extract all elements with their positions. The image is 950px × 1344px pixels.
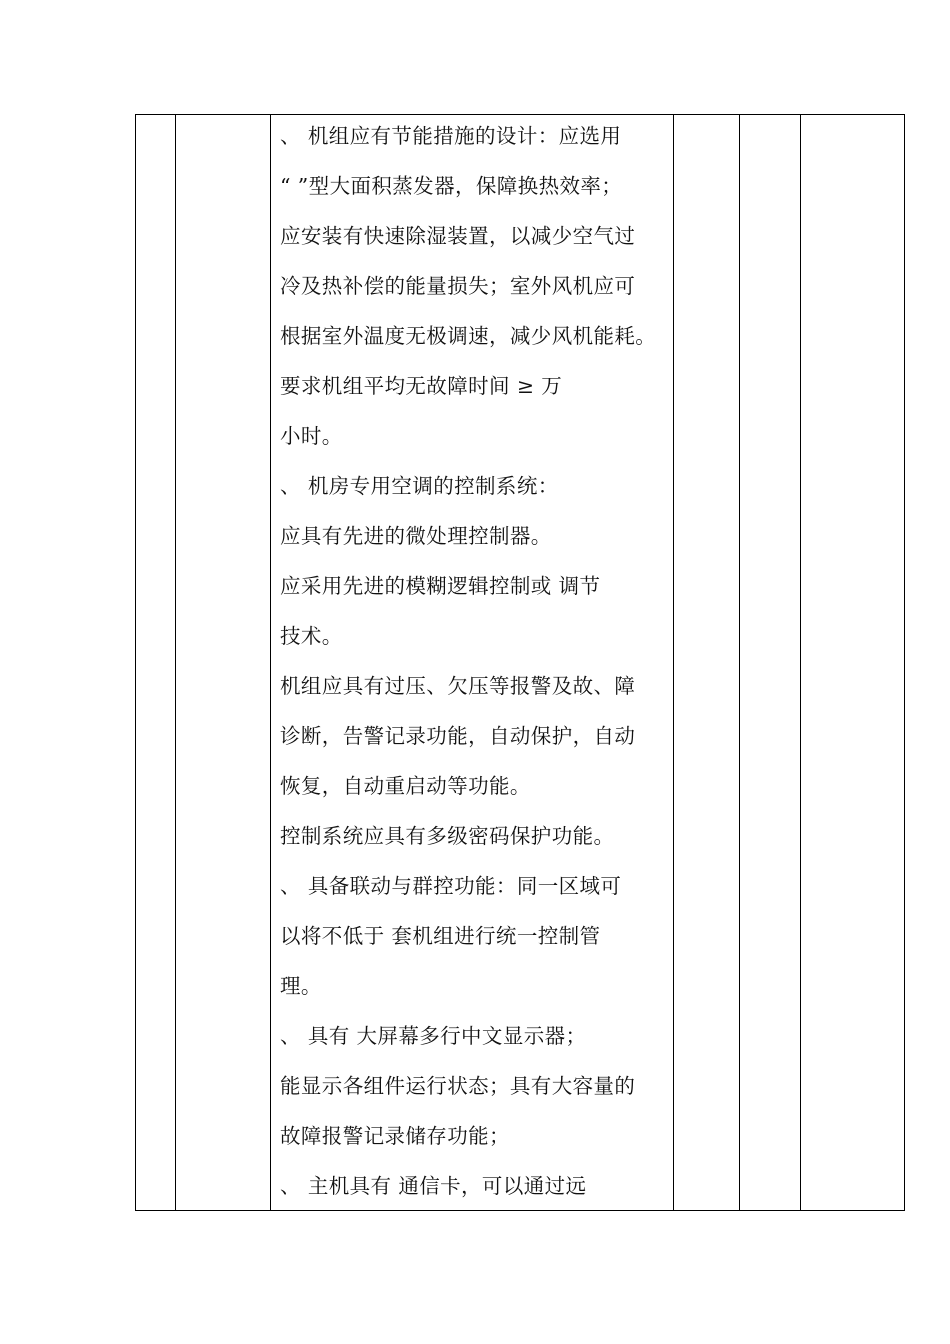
text-line: 要求机组平均无故障时间 ≥ 万 xyxy=(280,374,563,398)
remarks-cell xyxy=(800,115,905,1210)
text-line: 、 具有 大屏幕多行中文显示器； xyxy=(280,1024,587,1048)
text-line: 诊断，告警记录功能，自动保护，自动 xyxy=(280,724,636,748)
text-line: 机组应具有过压、欠压等报警及故、障 xyxy=(280,674,636,698)
text-line: “ ”型大面积蒸发器，保障换热效率； xyxy=(280,174,623,198)
text-line: 能显示各组件运行状态；具有大容量的 xyxy=(280,1074,636,1098)
text-line: 恢复，自动重启动等功能。 xyxy=(280,774,531,798)
text-line: 、 主机具有 通信卡，可以通过远 xyxy=(280,1174,587,1198)
deviation-cell xyxy=(739,115,800,1210)
spec-table xyxy=(135,114,905,1211)
text-line: 、 机房专用空调的控制系统： xyxy=(280,474,559,498)
text-line: 小时。 xyxy=(280,424,343,448)
text-line: 冷及热补偿的能量损失；室外风机应可 xyxy=(280,274,636,298)
text-line: 应采用先进的模糊逻辑控制或 调节 xyxy=(280,574,601,598)
text-line: 以将不低于 套机组进行统一控制管 xyxy=(280,924,601,948)
text-line: 理。 xyxy=(280,974,322,998)
requirements-cell xyxy=(270,115,673,1210)
text-line: 控制系统应具有多级密码保护功能。 xyxy=(280,824,615,848)
text-line: 技术。 xyxy=(280,624,343,648)
text-line: 应具有先进的微处理控制器。 xyxy=(280,524,552,548)
text-line: 应安装有快速除湿装置，以减少空气过 xyxy=(280,224,636,248)
text-line: 根据室外温度无极调速，减少风机能耗。 xyxy=(280,324,657,348)
index-cell xyxy=(136,115,175,1210)
text-line: 故障报警记录储存功能； xyxy=(280,1124,510,1148)
response-cell xyxy=(673,115,739,1210)
text-line: 、 具备联动与群控功能：同一区域可 xyxy=(280,874,622,898)
item-name-cell xyxy=(175,115,270,1210)
text-line: 、 机组应有节能措施的设计：应选用 xyxy=(280,124,622,148)
